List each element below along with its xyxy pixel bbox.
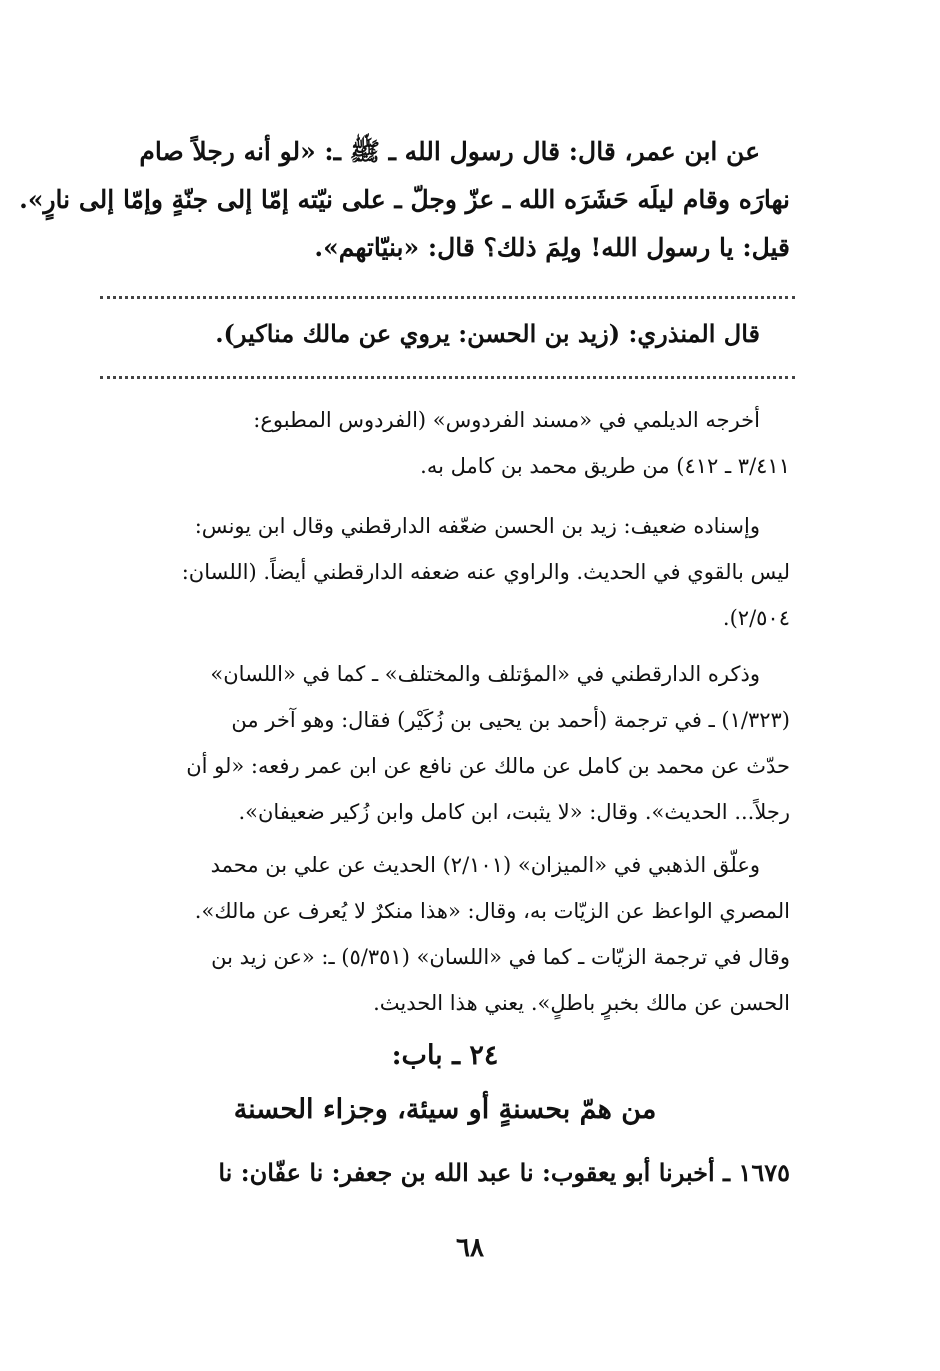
note-line: وإسناده ضعيف: زيد بن الحسن ضعّفه الدارقطني وقال ابن يونس: xyxy=(194,514,760,538)
note-line: حدّث عن محمد بن كامل عن مالك عن نافع عن ابن عمر رفعه: «لو أن xyxy=(186,754,790,778)
chapter-number: ٢٤ ـ باب: xyxy=(391,1040,499,1071)
dotted-separator xyxy=(100,376,795,379)
note-line: الحسن عن مالك بخبرٍ باطلٍ». يعني هذا الحديث. xyxy=(373,991,790,1015)
note-line: أخرجه الديلمي في «مسند الفردوس» (الفردوس المطبوع: xyxy=(253,408,760,432)
note-line: المصري الواعظ عن الزيّات به، وقال: «هذا منكرٌ لا يُعرف عن مالك». xyxy=(194,899,790,923)
hadith-line: قيل: يا رسول الله! ولِمَ ذلك؟ قال: «بنيّاتهم». xyxy=(314,233,790,262)
note-line: ٣/٤١١ ـ ٤١٢) من طريق محمد بن كامل به. xyxy=(420,454,790,478)
daraqutni-note xyxy=(100,651,790,835)
note-line: (١/٣٢٣) ـ في ترجمة (أحمد بن يحيى بن زُكَيْر) فقال: وهو آخر من xyxy=(231,708,790,732)
hadith-line: نهارَه وقام ليلَه حَشَرَه الله ـ عزّ وجلّ ـ على نيّته إمّا إلى جنّةٍ وإمّا إلى نارٍ». xyxy=(19,185,790,214)
note-line: وعلّق الذهبي في «الميزان» (٢/١٠١) الحديث عن علي بن محمد xyxy=(210,853,760,877)
note-line: ليس بالقوي في الحديث. والراوي عنه ضعفه الدارقطني أيضاً. (اللسان: xyxy=(181,560,790,584)
isnad-grading-note xyxy=(100,503,790,641)
page-number: ٦٨ xyxy=(456,1233,484,1263)
takhrij-note xyxy=(100,397,790,489)
hadith-isnad-1675: ١٦٧٥ ـ أخبرنا أبو يعقوب: نا عبد الله بن جعفر: نا عفّان: نا xyxy=(218,1158,790,1187)
note-line: وقال في ترجمة الزيّات ـ كما في «اللسان» (٥/٣٥١) ـ: «عن زيد بن xyxy=(211,945,790,969)
hadith-text xyxy=(19,128,790,272)
dhahabi-note xyxy=(100,842,790,1026)
mundhiri-comment: قال المنذري: (زيد بن الحسن: يروي عن مالك مناكير). xyxy=(215,319,760,348)
note-line: رجلاً... الحديث». وقال: «لا يثبت، ابن كامل وابن زُكير ضعيفان». xyxy=(238,800,790,824)
note-line: وذكره الدارقطني في «المؤتلف والمختلف» ـ كما في «اللسان» xyxy=(210,662,760,686)
note-line: ٢/٥٠٤). xyxy=(722,606,790,630)
hadith-line: عن ابن عمر، قال: قال رسول الله ـ ﷺ ـ: «لو أنه رجلاً صام xyxy=(139,137,760,166)
chapter-title: من همّ بحسنةٍ أو سيئة، وجزاء الحسنة xyxy=(233,1094,657,1125)
dotted-separator xyxy=(100,296,795,299)
